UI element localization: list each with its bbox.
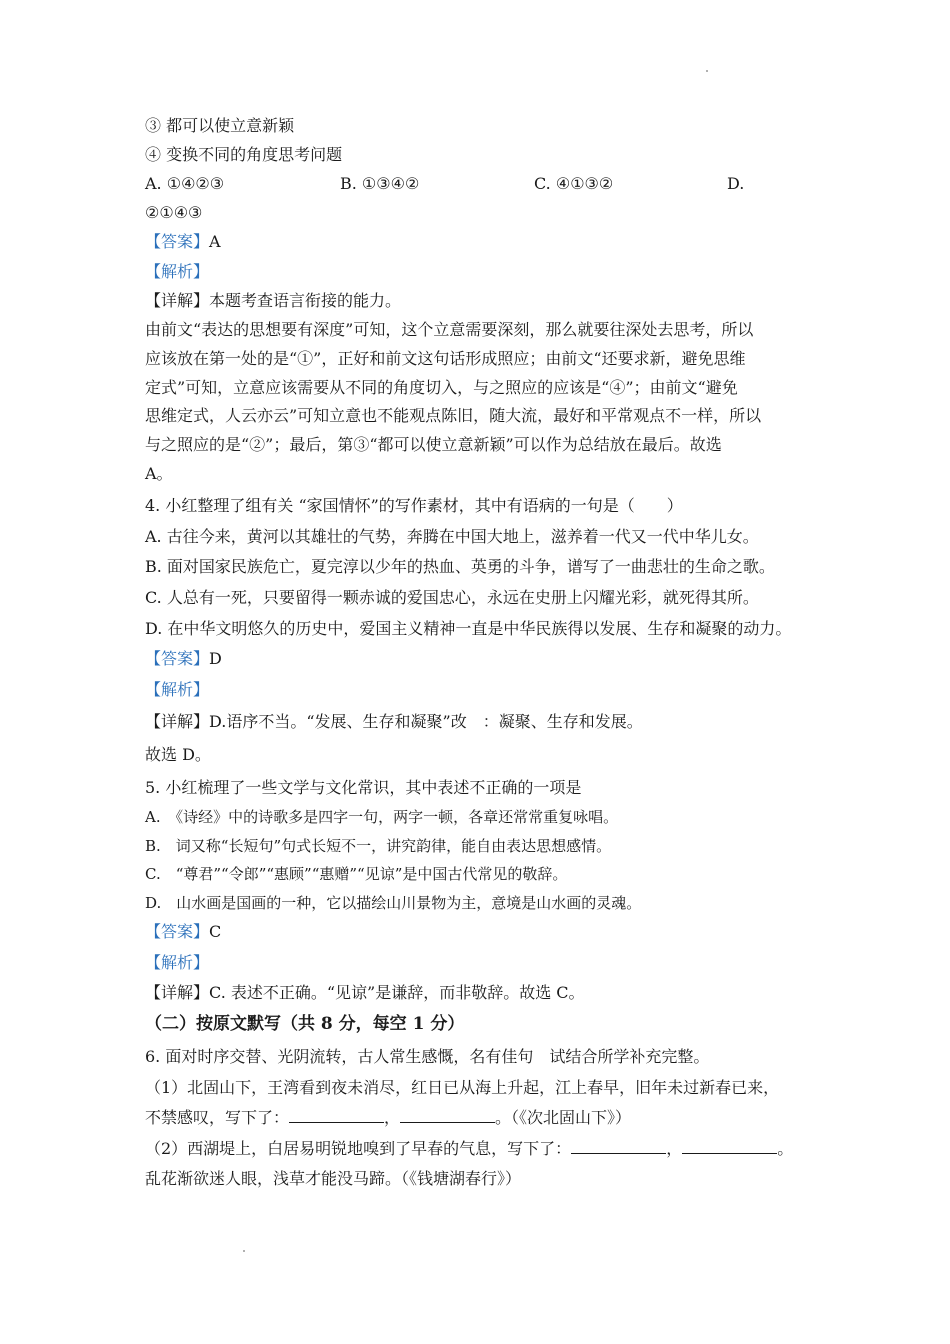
q6-part1-separator: ， [384, 1108, 401, 1127]
q4-stem: 4. 小红整理了组有关 “家国情怀”的写作素材，其中有语病的一句是（ ） [145, 496, 683, 515]
answer-tag: 【答案】 [145, 649, 210, 668]
q3-answer [145, 232, 221, 252]
q6-part2-prefix: （2）西湖堤上，白居易明锐地嗅到了早春的气息，写下了： [145, 1139, 572, 1158]
q3-option-a: A. ①④②③ [145, 174, 225, 193]
q3-option-d: D. [727, 174, 745, 193]
answer-tag: 【答案】 [145, 922, 210, 941]
q5-option-a: A. 《诗经》中的诗歌多是四字一句，两字一顿，各章还常常重复咏唱。 [145, 808, 619, 826]
answer-value: D [209, 649, 222, 668]
q3-item-3: ③ 都可以使立意新颖 [145, 116, 295, 135]
page-mark-top [706, 70, 708, 72]
detail-text: C. 表述不正确。“见谅”是谦辞，而非敬辞。故选 C。 [209, 983, 585, 1002]
q3-detail-line: 应该放在第一处的是“①”，正好和前文这句话形成照应；由前文“还要求新，避免思维 [145, 349, 746, 368]
q4-answer [145, 649, 222, 669]
q6-part1-prefix: 不禁感叹，写下了： [145, 1108, 290, 1127]
q3-option-c: C. ④①③② [534, 174, 614, 193]
q3-detail-line: A。 [145, 464, 173, 483]
q3-item-4: ④ 变换不同的角度思考问题 [145, 145, 343, 164]
q6-part2-separator: ， [666, 1139, 683, 1158]
q3-detail-line: 思维定式，人云亦云”可知立意也不能观点陈旧，随大流，最好和平常观点不一样，所以 [145, 406, 762, 425]
q6-part2-line2: 乱花渐欲迷人眼，浅草才能没马蹄。（《钱塘湖春行》） [145, 1169, 522, 1188]
q4-detail [145, 712, 643, 732]
detail-tag: 【详解】 [145, 712, 210, 731]
detail-tag: 【详解】 [145, 983, 210, 1002]
detail-text: 本题考查语言衔接的能力。 [209, 291, 402, 310]
fill-blank[interactable] [289, 1108, 384, 1123]
q3-detail-line: 与之照应的是“②”；最后，第③“都可以使立意新颖”可以作为总结放在最后。故选 [145, 435, 722, 454]
q5-stem: 5. 小红梳理了一些文学与文化常识，其中表述不正确的一项是 [145, 778, 582, 797]
q4-option-b: B. 面对国家民族危亡，夏完淳以少年的热血、英勇的斗争，谱写了一曲悲壮的生命之歌。 [145, 557, 775, 576]
fill-blank[interactable] [571, 1139, 666, 1154]
q4-option-d: D. 在中华文明悠久的历史中，爱国主义精神一直是中华民族得以发展、生存和凝聚的动力。 [145, 619, 792, 638]
q6-part2-suffix: 。 [777, 1139, 794, 1158]
q3-option-b: B. ①③④② [340, 174, 420, 193]
q3-detail-intro [145, 291, 401, 311]
q5-analysis-tag: 【解析】 [145, 953, 210, 972]
detail-text: D.语序不当。“发展、生存和凝聚”改 ：凝聚、生存和发展。 [209, 712, 643, 731]
q5-answer [145, 922, 221, 942]
q5-option-b: B. 词又称“长短句”句式长短不一，讲究韵律，能自由表达思想感情。 [145, 837, 612, 855]
q5-option-d: D. 山水画是国画的一种，它以描绘山川景物为主，意境是山水画的灵魂。 [145, 894, 642, 912]
section-heading: （二）按原文默写（共 8 分，每空 1 分） [145, 1014, 465, 1034]
q4-option-a: A. 古往今来，黄河以其雄壮的气势，奔腾在中国大地上，滋养着一代又一代中华儿女。 [145, 527, 759, 546]
q6-stem: 6. 面对时序交替、光阴流转，古人常生感慨，名有佳句 试结合所学补充完整。 [145, 1047, 710, 1066]
q3-detail-line: 由前文“表达的思想要有深度”可知，这个立意需要深刻，那么就要往深处去思考，所以 [145, 320, 754, 339]
q3-detail-line: 定式”可知，立意应该需要从不同的角度切入，与之照应的应该是“④”；由前文“避免 [145, 378, 738, 397]
q3-analysis-tag: 【解析】 [145, 262, 210, 281]
fill-blank[interactable] [400, 1108, 495, 1123]
q5-option-c: C. “尊君”“令郎”“惠顾”“惠赠”“见谅”是中国古代常见的敬辞。 [145, 865, 568, 883]
q6-part2-line1 [145, 1139, 793, 1159]
q6-part1-suffix: 。（《次北固山下》） [495, 1108, 632, 1127]
answer-tag: 【答案】 [145, 232, 210, 251]
answer-value: C [209, 922, 222, 941]
q6-part1-line1: （1）北固山下，王湾看到夜未消尽，红日已从海上升起，江上春早，旧年未过新春已来， [145, 1078, 780, 1097]
q4-analysis-tag: 【解析】 [145, 680, 210, 699]
answer-value: A [209, 232, 221, 251]
fill-blank[interactable] [682, 1139, 777, 1154]
q5-detail [145, 983, 585, 1003]
q4-conclusion: 故选 D。 [145, 745, 211, 764]
detail-tag: 【详解】 [145, 291, 210, 310]
page-mark-bottom [243, 1250, 245, 1252]
q6-part1-line2 [145, 1108, 631, 1128]
q3-option-d-continued: ②①④③ [145, 203, 203, 222]
q4-option-c: C. 人总有一死，只要留得一颗赤诚的爱国忠心，永远在史册上闪耀光彩，就死得其所。 [145, 588, 759, 607]
